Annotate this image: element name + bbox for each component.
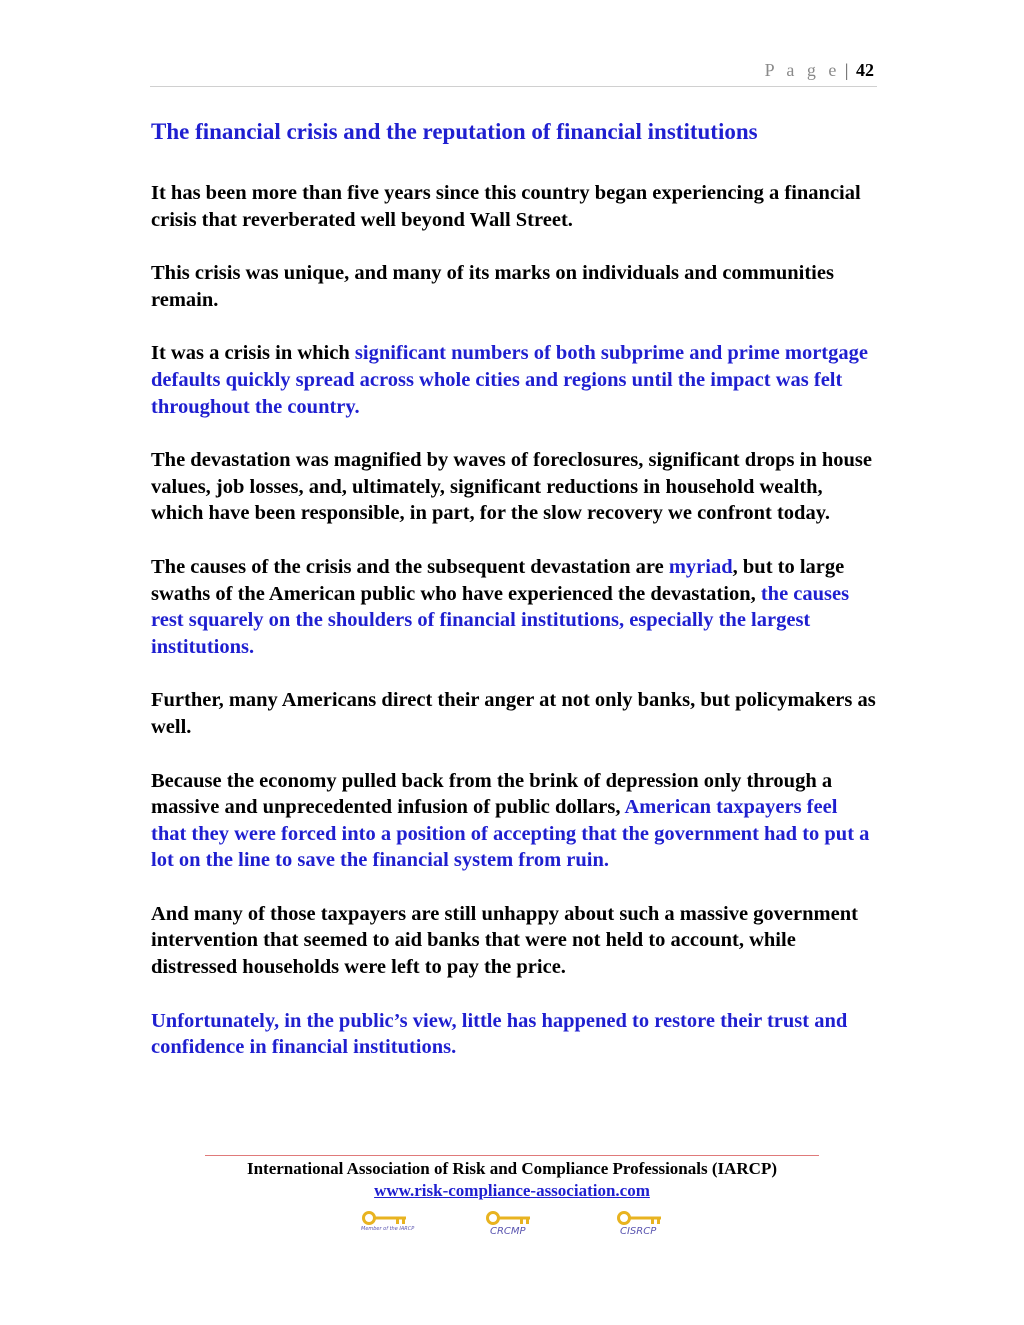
page-label: P a g e bbox=[764, 60, 841, 80]
crcmp-logo bbox=[486, 1211, 532, 1237]
paragraph-9 bbox=[151, 1008, 876, 1061]
footer-website-link[interactable]: www.risk-compliance-association.com bbox=[374, 1181, 650, 1200]
text-segment: It was a crisis in which bbox=[151, 342, 355, 365]
text-segment: This crisis was unique, and many of its marks on individuals and communities remain. bbox=[151, 262, 834, 311]
document-body bbox=[151, 180, 876, 1088]
paragraph-2 bbox=[151, 260, 876, 313]
cisrcp-logo bbox=[617, 1211, 663, 1237]
logo-caption: Member of the IARCP bbox=[361, 1226, 415, 1232]
text-segment: Further, many Americans direct their anger at not only banks, but policymakers as well. bbox=[151, 689, 876, 738]
page-separator: | bbox=[844, 60, 849, 80]
footer-organization: International Association of Risk and Compliance Professionals (IARCP) bbox=[246, 1159, 778, 1178]
text-segment: It has been more than five years since this country began experiencing a financial crisis that reverberated well beyond Wall Street. bbox=[151, 182, 861, 231]
member-logo bbox=[361, 1211, 415, 1232]
paragraph-4 bbox=[151, 447, 876, 527]
logo-caption: CISRCP bbox=[620, 1226, 657, 1237]
highlighted-text: the causes rest squarely on the shoulders of financial institutions, especially the largest institutions. bbox=[151, 582, 850, 658]
highlighted-text: American taxpayers feel that they were forced into a position of accepting that the government had to put a lot on the line to save the financial system from ruin. bbox=[151, 796, 870, 872]
text-segment: , but to large swaths of the American public who have experienced the devastation, bbox=[151, 555, 845, 605]
footer-divider bbox=[205, 1155, 819, 1156]
highlighted-text: myriad bbox=[668, 555, 733, 578]
highlighted-text: significant numbers of both subprime and prime mortgage defaults quickly spread across whole cities and regions until the impact was felt throughout the country. bbox=[151, 342, 868, 418]
paragraph-8 bbox=[151, 901, 876, 981]
text-segment: The causes of the crisis and the subsequent devastation are bbox=[151, 555, 669, 578]
page-header bbox=[150, 60, 877, 87]
paragraph-5 bbox=[151, 554, 876, 660]
text-segment: Because the economy pulled back from the brink of depression only through a massive and unprecedented infusion of public dollars, bbox=[151, 769, 833, 819]
text-segment: And many of those taxpayers are still unhappy about such a massive government intervention that seemed to aid banks that were not held to account, while distressed households were left to pay the price. bbox=[151, 902, 858, 979]
page-number-block bbox=[765, 60, 874, 81]
key-icon bbox=[486, 1211, 532, 1225]
paragraph-1 bbox=[151, 180, 876, 233]
document-title: The financial crisis and the reputation of financial institutions bbox=[151, 119, 758, 144]
logo-caption: CRCMP bbox=[490, 1226, 526, 1237]
key-icon bbox=[362, 1211, 408, 1225]
key-icon bbox=[617, 1211, 663, 1225]
paragraph-6 bbox=[151, 687, 876, 740]
page-number: 42 bbox=[856, 60, 874, 80]
paragraph-7 bbox=[151, 768, 876, 874]
paragraph-3 bbox=[151, 340, 876, 420]
highlighted-text: Unfortunately, in the public’s view, little has happened to restore their trust and confidence in financial institutions. bbox=[151, 1009, 848, 1059]
text-segment: The devastation was magnified by waves of foreclosures, significant drops in house values, job losses, and, ultimately, significant reductions in household wealth, which have been responsible, in part, for the slow recovery we confront today. bbox=[151, 449, 872, 525]
